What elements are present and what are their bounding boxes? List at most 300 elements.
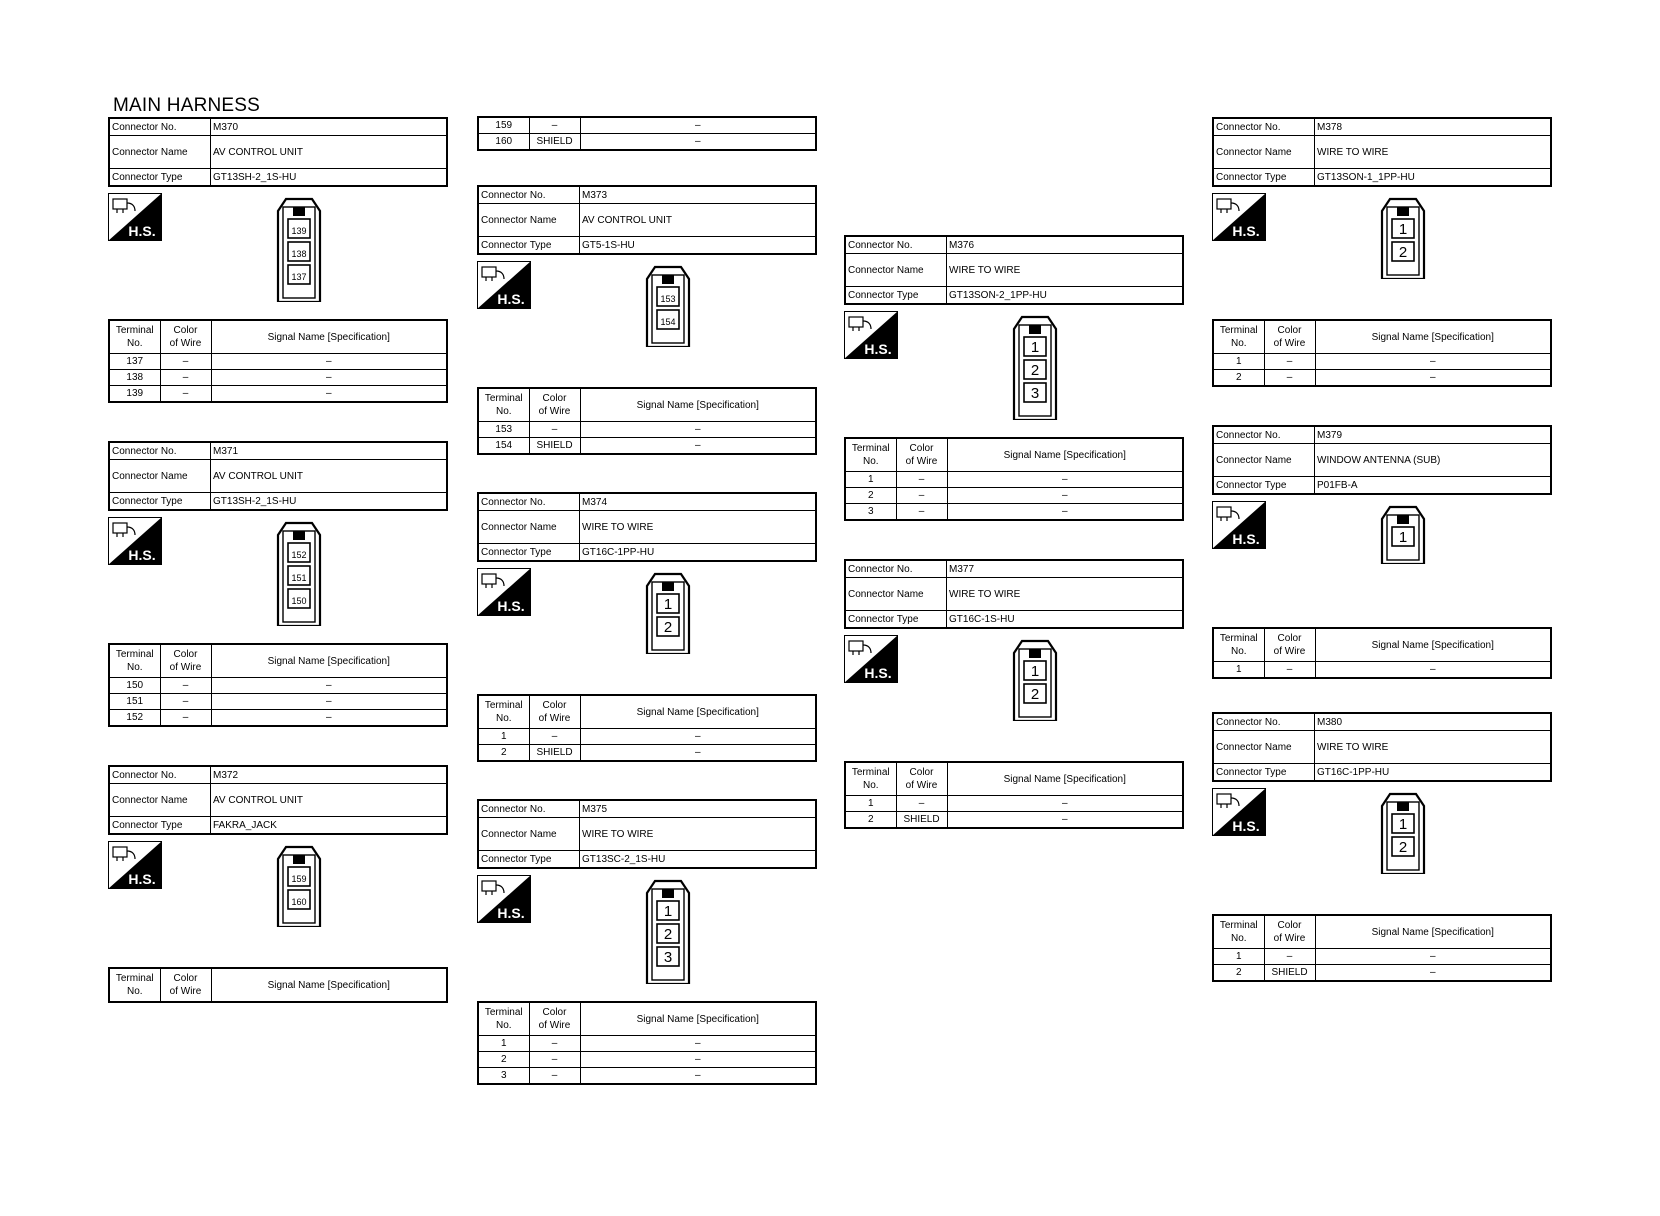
signal-cell: –: [211, 694, 447, 710]
connector-no-row: [109, 766, 447, 784]
terminal-no-header: [845, 762, 896, 796]
color-cell: –: [896, 796, 947, 812]
signal-name-header: Signal Name [Specification]: [1315, 915, 1551, 949]
connector-face-diagram: [1012, 315, 1058, 420]
connector-type-value: GT13SC-2_1S-HU: [580, 851, 817, 869]
terminal-cell: 160: [478, 134, 529, 151]
connector-block-m379: [1212, 425, 1552, 679]
pin-number: 2: [1030, 362, 1040, 379]
connector-no-label: Connector No.: [845, 560, 947, 578]
signal-name-header: Signal Name [Specification]: [211, 968, 447, 1002]
connector-face-diagram: [1380, 505, 1426, 564]
terminal-header-line2: No.: [862, 456, 879, 467]
terminal-header-line1: Terminal: [484, 1007, 523, 1018]
connector-header-table: [1212, 117, 1552, 187]
connector-figure: [1212, 782, 1552, 914]
connector-type-row: [1213, 764, 1551, 782]
table-row: [478, 438, 816, 455]
color-header-line2: of Wire: [1273, 338, 1306, 349]
connector-name-row: [845, 254, 1183, 287]
connector-type-value: GT13SON-1_1PP-HU: [1315, 169, 1552, 187]
connector-face-diagram: [1012, 639, 1058, 721]
table-row: [845, 472, 1183, 488]
connector-type-label: Connector Type: [1213, 169, 1315, 187]
connector-block-m372: [108, 765, 448, 1003]
color-header-line2: of Wire: [538, 406, 571, 417]
color-cell: –: [160, 694, 211, 710]
terminal-header-line1: Terminal: [851, 443, 890, 454]
table-row: [478, 745, 816, 762]
pin-number: 139: [291, 226, 307, 236]
color-cell: –: [160, 370, 211, 386]
connector-face-diagram: [1380, 792, 1426, 874]
continuation-table: [477, 116, 817, 151]
color-header-line1: Color: [173, 649, 198, 660]
connector-no-value: M380: [1315, 713, 1552, 731]
svg-text:H.S.: H.S.: [497, 905, 525, 921]
table-row: [845, 488, 1183, 504]
connector-name-label: Connector Name: [478, 511, 580, 544]
signal-name-header: Signal Name [Specification]: [211, 644, 447, 678]
connector-header-table: [108, 441, 448, 511]
connector-figure: [477, 869, 817, 1001]
connector-face-diagram: [645, 572, 691, 654]
connector-header-table: [477, 799, 817, 869]
connector-no-row: [109, 442, 447, 460]
terminal-cell: 3: [845, 504, 896, 521]
connector-figure: [844, 629, 1184, 761]
terminal-header-line1: Terminal: [484, 700, 523, 711]
terminal-no-header: [109, 644, 160, 678]
table-row: [478, 729, 816, 745]
connector-name-row: [109, 784, 447, 817]
color-cell: SHIELD: [529, 745, 580, 762]
color-header-line2: of Wire: [538, 713, 571, 724]
terminal-cell: 137: [109, 354, 160, 370]
signal-cell: –: [1315, 662, 1551, 679]
connector-figure: [477, 255, 817, 387]
terminal-table: [844, 761, 1184, 829]
table-row: [478, 117, 816, 134]
pin-number: 151: [291, 573, 307, 583]
color-of-wire-header: [1264, 320, 1315, 354]
connector-no-label: Connector No.: [1213, 713, 1315, 731]
color-cell: –: [160, 386, 211, 403]
color-of-wire-header: [896, 762, 947, 796]
connector-no-value: M375: [580, 800, 817, 818]
color-cell: –: [529, 1036, 580, 1052]
pin-number: 152: [291, 550, 307, 560]
color-header-line2: of Wire: [169, 986, 202, 997]
signal-cell: –: [580, 729, 816, 745]
table-row: [478, 1036, 816, 1052]
terminal-cell: 2: [845, 812, 896, 829]
connector-name-row: [109, 136, 447, 169]
connector-name-value: WIRE TO WIRE: [1315, 731, 1552, 764]
connector-type-value: P01FB-A: [1315, 477, 1552, 495]
hs-badge: [1212, 788, 1266, 836]
terminal-header-line2: No.: [495, 406, 512, 417]
connector-block-m378: [1212, 117, 1552, 387]
connector-no-value: M371: [211, 442, 448, 460]
connector-no-row: [478, 800, 816, 818]
connector-name-value: WINDOW ANTENNA (SUB): [1315, 444, 1552, 477]
terminal-table-header: [109, 644, 447, 678]
svg-text:H.S.: H.S.: [128, 223, 156, 239]
connector-no-value: M376: [947, 236, 1184, 254]
connector-no-value: M372: [211, 766, 448, 784]
terminal-cell: 2: [1213, 370, 1264, 387]
hs-harness-side-icon: [108, 841, 162, 889]
table-row: [478, 1068, 816, 1085]
connector-name-row: [478, 204, 816, 237]
connector-drawing: [1380, 505, 1426, 564]
terminal-header-line2: No.: [495, 1020, 512, 1031]
connector-drawing: [645, 572, 691, 654]
pin-number: 1: [1030, 663, 1040, 680]
hs-harness-side-icon: [1212, 193, 1266, 241]
signal-cell: –: [947, 488, 1183, 504]
continuation-table-block: [477, 116, 817, 151]
terminal-table: [108, 319, 448, 403]
connector-block-m375: [477, 799, 817, 1085]
color-header-line1: Color: [542, 700, 567, 711]
table-row: [109, 678, 447, 694]
connector-no-label: Connector No.: [1213, 118, 1315, 136]
connector-header-table: [844, 559, 1184, 629]
color-cell: –: [896, 504, 947, 521]
color-header-line1: Color: [1277, 920, 1302, 931]
hs-harness-side-icon: [108, 193, 162, 241]
connector-block-m373: [477, 185, 817, 455]
terminal-table: [1212, 319, 1552, 387]
connector-no-label: Connector No.: [109, 442, 211, 460]
connector-drawing: [1012, 639, 1058, 721]
terminal-table-header: [478, 695, 816, 729]
signal-cell: –: [947, 504, 1183, 521]
svg-text:H.S.: H.S.: [864, 341, 892, 357]
signal-name-header: Signal Name [Specification]: [580, 695, 816, 729]
table-row: [109, 354, 447, 370]
connector-no-row: [1213, 713, 1551, 731]
color-cell: –: [1264, 370, 1315, 387]
color-header-line1: Color: [1277, 633, 1302, 644]
terminal-cell: 152: [109, 710, 160, 727]
color-header-line2: of Wire: [905, 456, 938, 467]
connector-figure: [108, 835, 448, 967]
signal-cell: –: [211, 710, 447, 727]
connector-no-label: Connector No.: [1213, 426, 1315, 444]
connector-type-row: [1213, 477, 1551, 495]
terminal-header-line2: No.: [126, 986, 143, 997]
color-cell: SHIELD: [1264, 965, 1315, 982]
hs-harness-side-icon: [1212, 788, 1266, 836]
pin-number: 138: [291, 249, 307, 259]
connector-drawing: [276, 197, 322, 302]
color-cell: –: [160, 678, 211, 694]
color-cell: –: [896, 488, 947, 504]
terminal-table-header: [478, 1002, 816, 1036]
signal-cell: –: [580, 1036, 816, 1052]
pin-number: 2: [1398, 244, 1408, 261]
terminal-cell: 1: [1213, 354, 1264, 370]
connector-no-value: M370: [211, 118, 448, 136]
terminal-no-header: [109, 320, 160, 354]
color-header-line1: Color: [542, 393, 567, 404]
terminal-table: [1212, 627, 1552, 679]
signal-cell: –: [211, 678, 447, 694]
table-row: [478, 422, 816, 438]
color-header-line1: Color: [909, 443, 934, 454]
table-row: [845, 812, 1183, 829]
connector-name-value: WIRE TO WIRE: [947, 254, 1184, 287]
color-cell: –: [529, 1068, 580, 1085]
connector-type-label: Connector Type: [845, 611, 947, 629]
connector-type-value: FAKRA_JACK: [211, 817, 448, 835]
connector-name-row: [478, 818, 816, 851]
pin-number: 2: [1030, 686, 1040, 703]
connector-no-label: Connector No.: [109, 118, 211, 136]
connector-no-row: [1213, 118, 1551, 136]
terminal-cell: 151: [109, 694, 160, 710]
connector-block-m371: [108, 441, 448, 727]
table-row: [109, 710, 447, 727]
connector-name-value: WIRE TO WIRE: [580, 511, 817, 544]
connector-block-m377: [844, 559, 1184, 829]
table-row: [1213, 949, 1551, 965]
terminal-table-header: [109, 968, 447, 1002]
color-header-line1: Color: [173, 973, 198, 984]
terminal-cell: 2: [478, 1052, 529, 1068]
connector-type-value: GT13SH-2_1S-HU: [211, 493, 448, 511]
svg-text:H.S.: H.S.: [864, 665, 892, 681]
terminal-header-line2: No.: [862, 780, 879, 791]
color-cell: –: [1264, 354, 1315, 370]
connector-no-row: [1213, 426, 1551, 444]
connector-type-value: GT16C-1PP-HU: [580, 544, 817, 562]
terminal-no-header: [1213, 915, 1264, 949]
connector-name-value: AV CONTROL UNIT: [580, 204, 817, 237]
connector-figure: [844, 305, 1184, 437]
connector-figure: [477, 562, 817, 694]
pin-number: 2: [663, 619, 673, 636]
connector-drawing: [645, 879, 691, 984]
table-row: [109, 370, 447, 386]
connector-name-value: WIRE TO WIRE: [947, 578, 1184, 611]
connector-name-label: Connector Name: [109, 460, 211, 493]
pin-number: 1: [663, 903, 673, 920]
connector-figure: [108, 511, 448, 643]
connector-no-value: M379: [1315, 426, 1552, 444]
connector-name-row: [845, 578, 1183, 611]
terminal-header-line2: No.: [1230, 933, 1247, 944]
connector-name-value: AV CONTROL UNIT: [211, 460, 448, 493]
terminal-no-header: [478, 388, 529, 422]
signal-cell: –: [947, 472, 1183, 488]
connector-type-value: GT16C-1S-HU: [947, 611, 1184, 629]
terminal-table: [844, 437, 1184, 521]
color-header-line2: of Wire: [1273, 933, 1306, 944]
connector-header-table: [477, 185, 817, 255]
signal-name-header: Signal Name [Specification]: [947, 438, 1183, 472]
color-cell: SHIELD: [529, 438, 580, 455]
terminal-header-line1: Terminal: [1219, 920, 1258, 931]
terminal-header-line1: Terminal: [115, 649, 154, 660]
svg-text:H.S.: H.S.: [1232, 818, 1260, 834]
connector-no-label: Connector No.: [478, 186, 580, 204]
terminal-header-line1: Terminal: [1219, 325, 1258, 336]
connector-no-value: M373: [580, 186, 817, 204]
terminal-cell: 2: [845, 488, 896, 504]
terminal-header-line1: Terminal: [851, 767, 890, 778]
table-row: [1213, 965, 1551, 982]
connector-no-value: M374: [580, 493, 817, 511]
page-title: MAIN HARNESS: [113, 95, 261, 116]
terminal-header-line2: No.: [1230, 646, 1247, 657]
connector-type-row: [478, 851, 816, 869]
svg-text:H.S.: H.S.: [128, 547, 156, 563]
signal-cell: –: [580, 1052, 816, 1068]
pin-number: 1: [663, 596, 673, 613]
signal-cell: –: [580, 745, 816, 762]
connector-type-row: [1213, 169, 1551, 187]
pin-number: 3: [663, 949, 673, 966]
color-of-wire-header: [896, 438, 947, 472]
terminal-table: [108, 967, 448, 1003]
connector-type-label: Connector Type: [1213, 477, 1315, 495]
terminal-cell: 3: [478, 1068, 529, 1085]
hs-badge: [477, 875, 531, 923]
terminal-cell: 1: [478, 1036, 529, 1052]
color-header-line1: Color: [542, 1007, 567, 1018]
terminal-header-line2: No.: [1230, 338, 1247, 349]
pin-number: 160: [291, 897, 307, 907]
connector-type-label: Connector Type: [109, 169, 211, 187]
connector-type-label: Connector Type: [109, 493, 211, 511]
table-row: [845, 796, 1183, 812]
signal-cell: –: [580, 422, 816, 438]
connector-type-label: Connector Type: [478, 544, 580, 562]
connector-type-row: [845, 287, 1183, 305]
terminal-header-line2: No.: [126, 662, 143, 673]
terminal-no-header: [478, 695, 529, 729]
svg-text:H.S.: H.S.: [497, 291, 525, 307]
connector-name-value: AV CONTROL UNIT: [211, 784, 448, 817]
terminal-table-header: [109, 320, 447, 354]
terminal-table-header: [1213, 320, 1551, 354]
signal-cell: –: [580, 438, 816, 455]
terminal-table-header: [478, 388, 816, 422]
color-cell: –: [529, 422, 580, 438]
svg-text:H.S.: H.S.: [1232, 531, 1260, 547]
connector-block-m374: [477, 492, 817, 762]
terminal-cell: 1: [1213, 662, 1264, 679]
terminal-cell: 1: [845, 472, 896, 488]
color-header-line2: of Wire: [905, 780, 938, 791]
connector-name-label: Connector Name: [478, 818, 580, 851]
terminal-cell: 159: [478, 117, 529, 134]
connector-type-row: [109, 169, 447, 187]
hs-badge: [844, 311, 898, 359]
terminal-cell: 138: [109, 370, 160, 386]
color-cell: –: [1264, 949, 1315, 965]
color-header-line1: Color: [1277, 325, 1302, 336]
signal-name-header: Signal Name [Specification]: [580, 1002, 816, 1036]
connector-figure: [1212, 187, 1552, 319]
connector-no-label: Connector No.: [478, 800, 580, 818]
terminal-header-line1: Terminal: [484, 393, 523, 404]
color-header-line2: of Wire: [538, 1020, 571, 1031]
terminal-no-header: [1213, 320, 1264, 354]
terminal-cell: 153: [478, 422, 529, 438]
connector-drawing: [645, 265, 691, 347]
connector-face-diagram: [645, 265, 691, 347]
connector-name-row: [1213, 731, 1551, 764]
table-row: [478, 1052, 816, 1068]
connector-name-label: Connector Name: [1213, 731, 1315, 764]
connector-name-label: Connector Name: [1213, 444, 1315, 477]
signal-cell: –: [580, 134, 816, 151]
hs-badge: [108, 841, 162, 889]
terminal-table-header: [1213, 915, 1551, 949]
connector-name-row: [478, 511, 816, 544]
pin-number: 1: [1030, 339, 1040, 356]
terminal-cell: 154: [478, 438, 529, 455]
connector-name-label: Connector Name: [109, 784, 211, 817]
signal-name-header: Signal Name [Specification]: [211, 320, 447, 354]
color-of-wire-header: [1264, 915, 1315, 949]
connector-type-row: [478, 237, 816, 255]
color-of-wire-header: [160, 968, 211, 1002]
hs-harness-side-icon: [844, 311, 898, 359]
hs-harness-side-icon: [108, 517, 162, 565]
hs-badge: [1212, 193, 1266, 241]
table-row: [1213, 370, 1551, 387]
color-of-wire-header: [529, 695, 580, 729]
terminal-table: [477, 1001, 817, 1085]
terminal-no-header: [845, 438, 896, 472]
table-row: [1213, 354, 1551, 370]
connector-type-row: [109, 817, 447, 835]
connector-block-m380: [1212, 712, 1552, 982]
terminal-table: [477, 387, 817, 455]
terminal-table: [1212, 914, 1552, 982]
connector-header-table: [108, 117, 448, 187]
color-cell: –: [529, 1052, 580, 1068]
hs-badge: [108, 193, 162, 241]
connector-no-label: Connector No.: [845, 236, 947, 254]
terminal-header-line1: Terminal: [1219, 633, 1258, 644]
connector-name-row: [109, 460, 447, 493]
color-cell: SHIELD: [896, 812, 947, 829]
connector-type-value: GT5-1S-HU: [580, 237, 817, 255]
signal-cell: –: [580, 1068, 816, 1085]
terminal-cell: 150: [109, 678, 160, 694]
color-cell: –: [160, 354, 211, 370]
connector-drawing: [1380, 197, 1426, 279]
terminal-table: [108, 643, 448, 727]
connector-type-label: Connector Type: [478, 237, 580, 255]
signal-cell: –: [211, 370, 447, 386]
connector-face-diagram: [276, 197, 322, 302]
terminal-cell: 1: [478, 729, 529, 745]
connector-no-row: [109, 118, 447, 136]
color-cell: –: [529, 729, 580, 745]
svg-text:H.S.: H.S.: [497, 598, 525, 614]
color-cell: –: [529, 117, 580, 134]
terminal-table-header: [845, 762, 1183, 796]
connector-type-label: Connector Type: [1213, 764, 1315, 782]
